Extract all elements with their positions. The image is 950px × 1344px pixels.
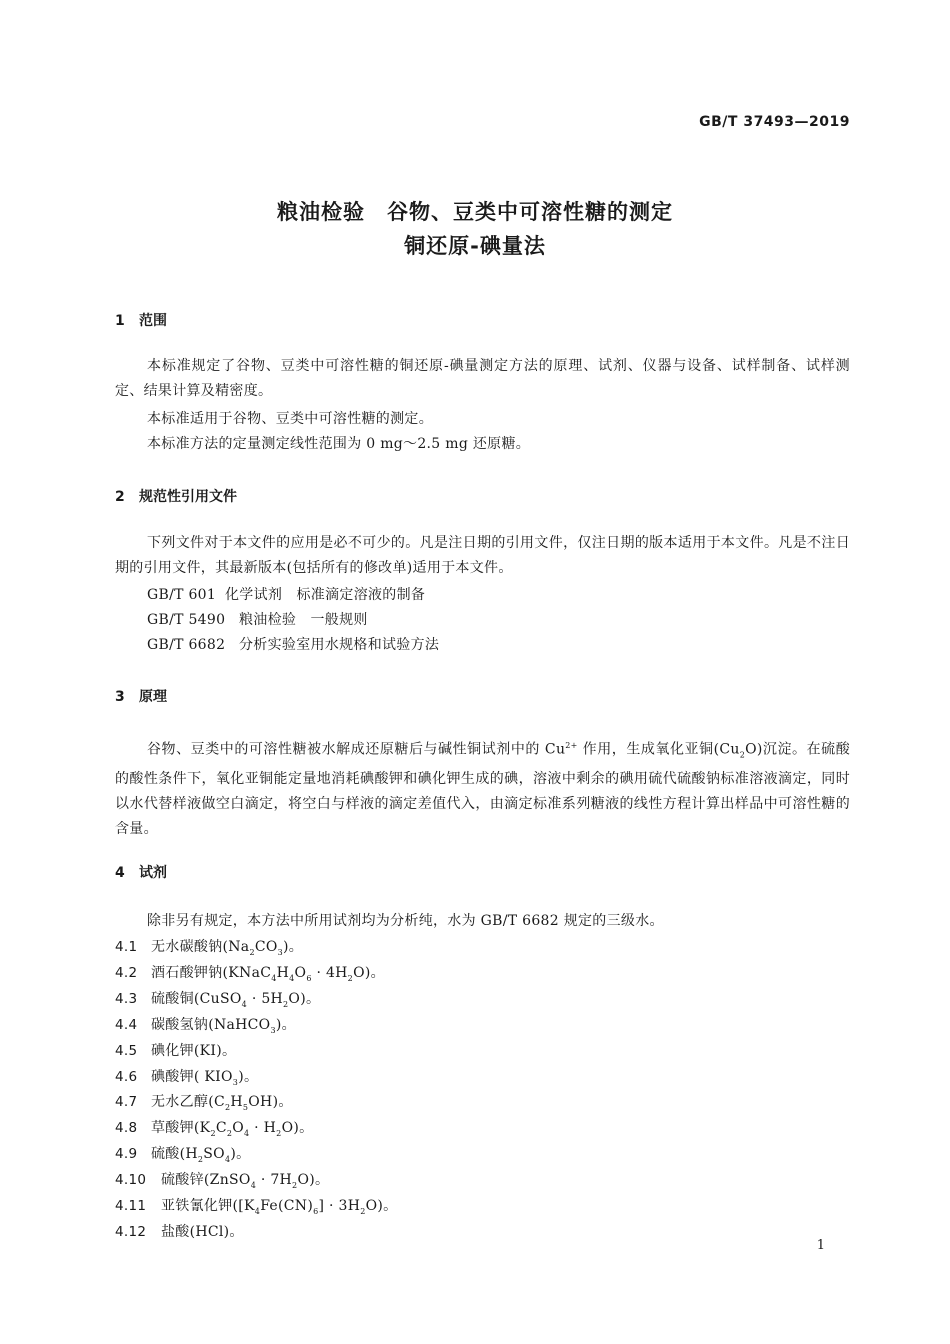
formula-subscript: 2: [347, 973, 354, 983]
reagent-formula: [208, 1017, 296, 1033]
formula-text: ( KIO: [193, 1068, 233, 1085]
reagent-formula: [190, 1224, 244, 1240]
reagent-name: 碘酸钾: [151, 1068, 194, 1085]
section-number: 4: [115, 865, 125, 881]
reagent-item: [115, 1143, 250, 1164]
formula-text: (NaHCO: [208, 1016, 271, 1033]
reference-item: [147, 634, 439, 654]
section-1-heading: [115, 310, 167, 330]
reagent-item: [115, 1014, 296, 1035]
section-number: 3: [115, 689, 125, 705]
reagent-number: 4.3: [115, 990, 138, 1007]
reagent-item: [115, 936, 303, 957]
reference-code: GB/T 601: [147, 587, 217, 603]
formula-text: O)。: [297, 1172, 330, 1189]
reagent-number: 4.7: [115, 1094, 138, 1111]
formula-subscript: 2: [224, 1103, 231, 1113]
formula-text: )。: [275, 1016, 296, 1033]
formula-text: ] · 3H: [318, 1198, 361, 1214]
formula-subscript: 4: [244, 1129, 250, 1139]
reference-item: [147, 584, 425, 604]
principle-text: O)沉淀。在硫酸的酸性条件下，氧化亚铜能定量地消耗碘酸钾和碘化钾生成的碘，溶液中剩余的碘用硫代硫酸钠标准溶液滴定，同时以水代替样液做空白滴定，将空白与样液的滴定差值代入，由滴定标准系列糖液的线性方程计算出样品中可溶性糖的含量。: [115, 741, 850, 838]
formula-text: O)。: [288, 990, 321, 1007]
formula-text: O)。: [365, 1198, 398, 1214]
formula-subscript: 2: [292, 1180, 298, 1190]
reagent-formula: [233, 1198, 398, 1214]
reagent-number: 4.6: [115, 1068, 138, 1085]
scope-paragraph-3: 本标准方法的定量测定线性范围为 0 mg～2.5 mg 还原糖。: [147, 436, 531, 452]
reagent-item: [115, 1091, 293, 1112]
formula-text: · 7H: [256, 1172, 293, 1189]
formula-text: O)。: [281, 1120, 314, 1137]
normative-paragraph: 下列文件对于本文件的应用是必不可少的。凡是注日期的引用文件，仅注日期的版本适用于本文件。凡是不注日期的引用文件，其最新版本(包括所有的修改单)适用于本文件。: [115, 535, 850, 576]
reagent-number: 4.12: [115, 1223, 147, 1240]
section-title: 范围: [139, 313, 167, 329]
formula-text: SO: [203, 1146, 225, 1163]
formula-subscript: 6: [313, 1206, 319, 1216]
reagent-number: 4.4: [115, 1016, 138, 1033]
reagent-formula: [180, 1146, 251, 1162]
reagent-item: [115, 1117, 313, 1138]
formula-text: H: [230, 1094, 243, 1111]
reference-code: GB/T 6682: [147, 637, 226, 653]
formula-subscript: 4: [254, 1206, 261, 1216]
formula-text: (ZnSO: [203, 1172, 251, 1189]
formula-subscript: 2: [226, 1129, 233, 1139]
reagent-item: [115, 1195, 397, 1216]
formula-text: )。: [283, 939, 304, 955]
principle-text: 谷物、豆类中的可溶性糖被水解成还原糖后与碱性铜试剂中的 Cu: [147, 741, 566, 758]
reagent-name: 草酸钾: [151, 1120, 194, 1137]
formula-text: (Na: [222, 939, 250, 955]
section-3-heading: [115, 686, 167, 706]
formula-text: · 5H: [247, 990, 284, 1007]
formula-text: )。: [238, 1068, 259, 1085]
cu-ion-charge: 2+: [565, 741, 578, 750]
formula-subscript: 4: [289, 973, 295, 983]
formula-subscript: 6: [306, 973, 312, 983]
formula-text: )。: [230, 1146, 251, 1163]
reagent-item: [115, 1169, 329, 1190]
formula-subscript: 4: [241, 999, 248, 1009]
reagent-item: [115, 1066, 258, 1087]
reagents-intro: 除非另有规定，本方法中所用试剂均为分析纯，水为 GB/T 6682 规定的三级水。: [147, 913, 664, 929]
formula-text: O: [294, 964, 307, 981]
section-title: 试剂: [139, 865, 167, 881]
reagent-formula: [194, 1043, 236, 1059]
reagent-name: 盐酸: [161, 1223, 190, 1240]
formula-text: (HCl)。: [189, 1223, 244, 1240]
reagent-number: 4.2: [115, 964, 138, 981]
cu2o-subscript: 2: [739, 750, 746, 760]
reagent-formula: [204, 1172, 329, 1188]
reagent-name: 硫酸锌: [161, 1172, 204, 1189]
reagent-name: 硫酸铜: [151, 990, 194, 1007]
formula-subscript: 5: [242, 1103, 249, 1113]
formula-text: Fe(CN): [260, 1198, 314, 1214]
formula-subscript: 2: [210, 1129, 216, 1139]
formula-subscript: 4: [271, 973, 277, 983]
section-number: 2: [115, 489, 125, 505]
section-title: 规范性引用文件: [139, 489, 237, 505]
section-2-heading: [115, 486, 237, 506]
formula-subscript: 3: [270, 1025, 276, 1035]
reagent-name: 无水碳酸钠: [151, 939, 223, 955]
formula-text: O: [232, 1120, 245, 1137]
reagent-number: 4.9: [115, 1146, 138, 1163]
formula-text: C: [215, 1120, 227, 1137]
formula-subscript: 2: [197, 1154, 204, 1164]
formula-text: O)。: [353, 964, 385, 981]
document-title-line2: 铜还原-碘量法: [404, 234, 546, 258]
reference-item: [147, 609, 368, 629]
reagent-number: 4.5: [115, 1042, 138, 1059]
principle-paragraph: [115, 733, 850, 842]
reagent-formula: [194, 1069, 258, 1085]
section-number: 1: [115, 313, 125, 329]
reagent-item: [115, 962, 385, 983]
reagent-item: [115, 988, 320, 1009]
formula-subscript: 2: [283, 999, 289, 1009]
reagent-formula: [193, 1120, 314, 1139]
reagent-name: 酒石酸钾钠: [151, 964, 223, 981]
formula-text: (CuSO: [193, 990, 242, 1007]
formula-text: H: [276, 964, 290, 981]
formula-subscript: 3: [232, 1077, 239, 1087]
formula-text: OH)。: [248, 1094, 293, 1111]
reagent-number: 4.1: [115, 939, 138, 955]
formula-subscript: 2: [249, 947, 255, 957]
formula-text: CO: [254, 939, 278, 955]
formula-text: · H: [249, 1120, 277, 1137]
reagent-name: 无水乙醇: [151, 1094, 209, 1111]
scope-paragraph-2: 本标准适用于谷物、豆类中可溶性糖的测定。: [147, 411, 433, 427]
reagent-name: 亚铁氰化钾: [161, 1198, 233, 1214]
formula-text: (C: [208, 1094, 225, 1111]
standard-code: GB/T 37493—2019: [699, 114, 850, 130]
reference-code: GB/T 5490: [147, 612, 226, 628]
principle-text: 作用，生成氧化亚铜(Cu: [577, 741, 740, 758]
reagent-formula: [223, 939, 304, 955]
formula-text: · 4H: [311, 964, 348, 981]
reagent-name: 硫酸: [151, 1146, 180, 1163]
reagent-name: 碘化钾: [151, 1042, 194, 1059]
formula-subscript: 2: [276, 1129, 282, 1139]
reagent-formula: [194, 991, 320, 1007]
reagent-item: [115, 1040, 236, 1060]
formula-subscript: 2: [360, 1206, 366, 1216]
reagent-number: 4.11: [115, 1198, 147, 1214]
formula-text: (KNaC: [222, 964, 272, 981]
reagent-number: 4.10: [115, 1172, 147, 1189]
reagent-number: 4.8: [115, 1120, 138, 1137]
reference-title: 分析实验室用水规格和试验方法: [239, 637, 440, 653]
formula-subscript: 4: [224, 1154, 231, 1164]
reagent-item: [115, 1221, 244, 1241]
reference-title: 粮油检验 一般规则: [239, 612, 368, 628]
reagent-formula: [223, 965, 385, 981]
page-number: 1: [816, 1238, 825, 1253]
formula-text: ([K: [232, 1198, 255, 1214]
formula-subscript: 3: [277, 947, 284, 957]
reagent-name: 碳酸氢钠: [151, 1016, 209, 1033]
reagent-formula: [208, 1094, 293, 1113]
formula-text: (K: [193, 1120, 211, 1137]
section-title: 原理: [139, 689, 167, 705]
formula-subscript: 4: [250, 1180, 257, 1190]
scope-paragraph-1: 本标准规定了谷物、豆类中可溶性糖的铜还原-碘量测定方法的原理、试剂、仪器与设备、试样制备、试样测定、结果计算及精密度。: [115, 358, 850, 399]
reference-title: 化学试剂 标准滴定溶液的制备: [225, 587, 426, 603]
document-title-line1: 粮油检验 谷物、豆类中可溶性糖的测定: [277, 200, 673, 224]
formula-text: (KI)。: [193, 1042, 237, 1059]
formula-text: (H: [179, 1146, 198, 1163]
section-4-heading: [115, 862, 167, 882]
